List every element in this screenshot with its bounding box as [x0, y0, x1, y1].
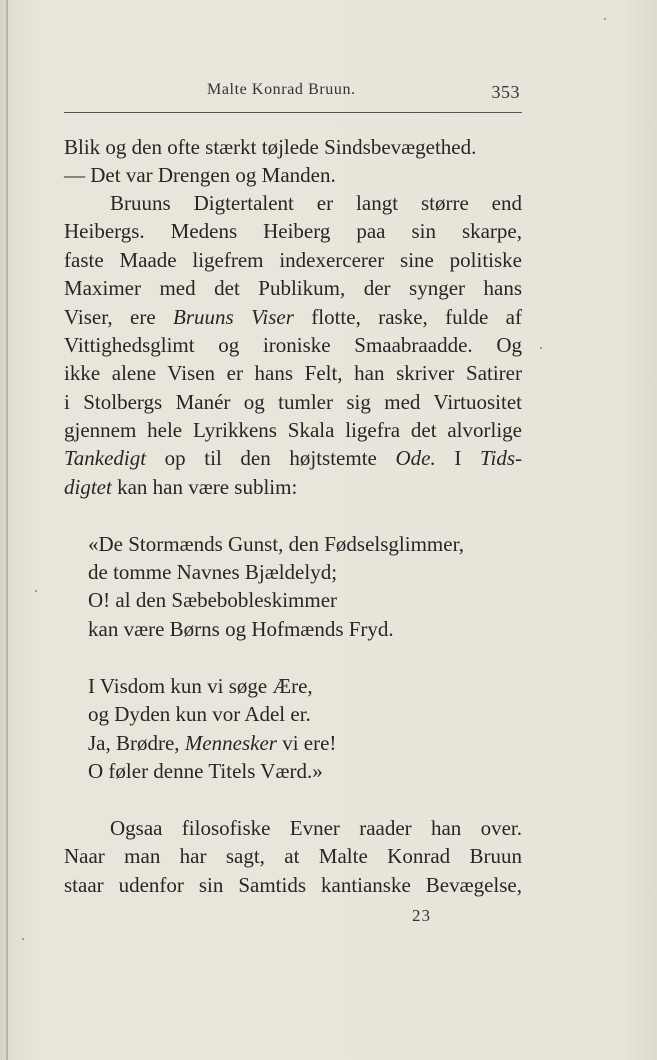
running-head: Malte Konrad Bruun. — [207, 81, 356, 98]
text-line: Bruuns Digtertalent er langt større end — [110, 191, 522, 215]
italic-title: Ode. — [395, 446, 436, 470]
text-run: op til den højtstemte — [146, 446, 396, 470]
italic-title: digtet — [64, 475, 112, 499]
poem-line: kan være Børns og Hofmænds Fryd. — [88, 617, 394, 641]
text-line: Blik og den ofte stærkt tøjlede Sindsbevægethed. — [64, 135, 477, 159]
text-line: Ogsaa filosofiske Evner raader han over. — [110, 816, 522, 840]
poem-line — [88, 729, 336, 757]
text-line: Maximer med det Publikum, der synger hans — [64, 276, 522, 300]
text-line: faste Maade ligefrem indexercerer sine politiske — [64, 248, 522, 272]
text-run: Viser, ere — [64, 305, 174, 329]
text-run: vi ere! — [276, 731, 337, 755]
italic-title: Bruuns Viser — [173, 305, 294, 329]
paper-speck — [35, 590, 37, 592]
text-line: staar udenfor sin Samtids kantianske Bevægelse, — [64, 873, 522, 897]
poem-line: «De Stormænds Gunst, den Fødselsglimmer, — [88, 532, 464, 556]
text-line: Naar man har sagt, at Malte Konrad Bruun — [64, 844, 522, 868]
italic-title: Tids- — [479, 446, 522, 470]
poem-line: I Visdom kun vi søge Ære, — [88, 674, 313, 698]
paper-speck — [22, 938, 24, 940]
text-line: gjennem hele Lyrikkens Skala ligefra det alvorlige — [64, 418, 522, 442]
paper-speck — [604, 18, 606, 20]
italic-title: Tankedigt — [64, 446, 147, 470]
page-spine-edge — [6, 0, 8, 1060]
text-line — [64, 303, 522, 331]
text-run: I — [435, 446, 480, 470]
text-line: i Stolbergs Manér og tumler sig med Virtuositet — [64, 390, 522, 414]
text-run: flotte, raske, fulde af — [293, 305, 522, 329]
text-line: — Det var Drengen og Manden. — [64, 163, 336, 187]
text-line: Vittighedsglimt og ironiske Smaabraadde. Og — [64, 333, 522, 357]
text-run: Ja, Brødre, — [88, 731, 185, 755]
paper-speck — [540, 347, 542, 349]
page-header — [64, 81, 522, 109]
header-rule — [64, 112, 522, 113]
text-line — [64, 444, 522, 472]
text-line — [64, 473, 297, 501]
text-run: kan han være sublim: — [111, 475, 298, 499]
signature-mark: 23 — [412, 906, 431, 925]
text-line: Heibergs. Medens Heiberg paa sin skarpe, — [64, 219, 522, 243]
poem-line: O føler denne Titels Værd.» — [88, 759, 323, 783]
poem-line: de tomme Navnes Bjældelyd; — [88, 560, 338, 584]
text-line: ikke alene Visen er hans Felt, han skriver Satirer — [64, 361, 522, 385]
poem-line: O! al den Sæbebobleskimmer — [88, 588, 338, 612]
poem-line: og Dyden kun vor Adel er. — [88, 702, 311, 726]
italic-word: Mennesker — [184, 731, 277, 755]
page-number: 353 — [491, 82, 520, 102]
